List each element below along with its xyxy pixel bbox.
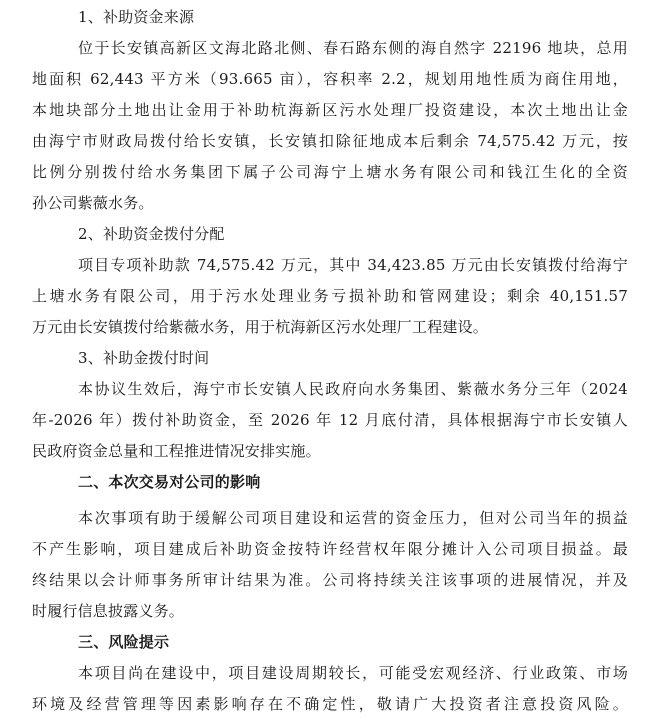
- paragraph-line: 本协议生效后，海宁市长安镇人民政府向水务集团、紫薇水务分三年（2024: [78, 380, 628, 398]
- section-heading-impact: 二、本次交易对公司的影响: [78, 473, 261, 491]
- paragraph-line: 上塘水务有限公司，用于污水处理业务亏损补助和管网建设；剩余 40,151.57: [32, 287, 628, 305]
- paragraph-line: 时履行信息披露义务。: [32, 602, 185, 620]
- paragraph-line: 不产生影响，项目建成后补助资金按特许经营权年限分摊计入公司项目损益。最: [32, 540, 628, 558]
- paragraph-line: 环境及经营管理等因素影响存在不确定性，敬请广大投资者注意投资风险。: [32, 695, 628, 713]
- paragraph-line: 本次事项有助于缓解公司项目建设和运营的资金压力，但对公司当年的损益: [78, 509, 628, 527]
- section-heading-payment-time: 3、补助金拨付时间: [78, 349, 210, 367]
- section-heading-fund-source: 1、补助资金来源: [78, 8, 195, 26]
- paragraph-line: 本项目尚在建设中，项目建设周期较长，可能受宏观经济、行业政策、市场: [78, 664, 628, 682]
- paragraph-line: 由海宁市财政局拨付给长安镇，长安镇扣除征地成本后剩余 74,575.42 万元，按: [32, 132, 628, 150]
- paragraph-line: 民政府资金总量和工程推进情况安排实施。: [32, 442, 321, 460]
- paragraph-line: 位于长安镇高新区文海北路北侧、春石路东侧的海自然字 22196 地块，总用: [78, 39, 628, 57]
- section-heading-fund-allocation: 2、补助资金拨付分配: [78, 225, 225, 243]
- paragraph-line: 终结果以会计师事务所审计结果为准。公司将持续关注该事项的进展情况，并及: [32, 571, 628, 589]
- paragraph-line: 项目专项补助款 74,575.42 万元，其中 34,423.85 万元由长安镇拨付给海宁: [78, 256, 628, 274]
- paragraph-line: 比例分别拨付给水务集团下属子公司海宁上塘水务有限公司和钱江生化的全资: [32, 163, 628, 181]
- paragraph-line: 孙公司紫薇水务。: [32, 194, 154, 212]
- paragraph-line: 年-2026 年）拨付补助资金，至 2026 年 12 月底付清，具体根据海宁市长安镇人: [32, 411, 628, 429]
- paragraph-line: 本地块部分土地出让金用于补助杭海新区污水处理厂投资建设，本次土地出让金: [32, 101, 628, 119]
- paragraph-line: 万元由长安镇拨付给紫薇水务，用于杭海新区污水处理厂工程建设。: [32, 318, 489, 336]
- paragraph-line: 地面积 62,443 平方米（93.665 亩），容积率 2.2，规划用地性质为商住用地，: [32, 70, 628, 88]
- section-heading-risk: 三、风险提示: [78, 633, 170, 651]
